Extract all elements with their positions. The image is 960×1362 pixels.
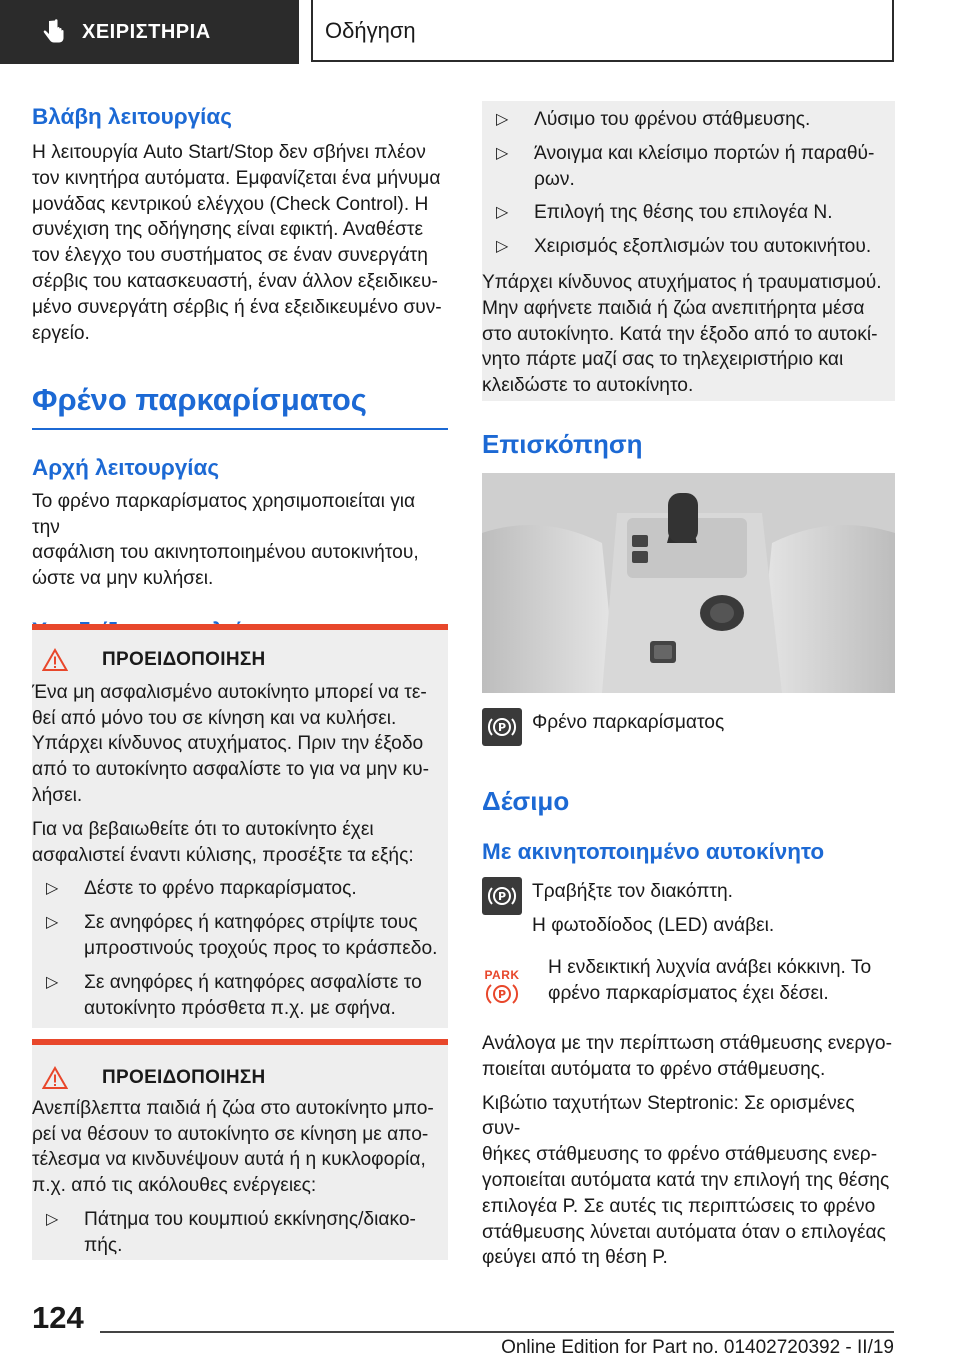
text-line: αυτοκίνητο πρόσθετα π.χ. με σφήνα. (84, 997, 396, 1019)
list-item (46, 876, 448, 902)
section-title: ΧΕΙΡΙΣΤΗΡΙΑ (82, 20, 211, 43)
warning-triangle-icon (42, 1066, 68, 1090)
text-line: εργείο. (32, 322, 90, 344)
text-line: Η φωτοδίοδος (LED) ανάβει. (532, 914, 775, 936)
bullet-list (482, 101, 895, 260)
chapter-header (311, 0, 894, 62)
text-line: Δέστε το φρένο παρκαρίσματος. (84, 878, 357, 900)
text-line: στάθμευσης λύνεται αυτόματα όταν ο επιλογέας (482, 1221, 886, 1243)
text-line: Για να βεβαιωθείτε ότι το αυτοκίνητο έχει (32, 818, 374, 840)
list-item (46, 910, 448, 962)
warning-bar (32, 624, 448, 630)
text-line: φρένο παρκαρίσματος έχει δέσει. (548, 982, 829, 1004)
warning-title: ΠΡΟΕΙΔΟΠΟΙΗΣΗ (102, 1067, 266, 1088)
chapter-title: Οδήγηση (325, 18, 416, 43)
text-line: φεύγει από τη θέση P. (482, 1247, 668, 1269)
center-console-photo (482, 473, 895, 693)
text-line: Πάτημα του κουμπιού εκκίνησης/διακο- (84, 1208, 416, 1230)
text-line: Το φρένο παρκαρίσματος χρησιμοποιείται για την (32, 490, 416, 538)
footer-rule (100, 1331, 894, 1333)
park-p-icon (485, 982, 519, 1006)
list-item (496, 141, 895, 193)
list-item (46, 1207, 448, 1259)
svg-text:P: P (497, 721, 507, 734)
text-line: πής. (84, 1234, 123, 1256)
triangle-bullet-icon: ▷ (46, 973, 59, 991)
caption-text: Φρένο παρκαρίσματος (532, 712, 725, 733)
left-column (32, 103, 448, 645)
text-line: Ένα μη ασφαλισμένο αυτοκίνητο μπορεί να τε- (32, 681, 427, 703)
text-line: Σε ανηφόρες ή κατηφόρες στρίψτε τους (84, 912, 418, 934)
edition-text: Online Edition for Part no. 01402720392 - II/19 (501, 1337, 894, 1358)
text-line: σέρβις του κατασκευαστή, έναν άλλον εξειδικευ- (32, 270, 438, 292)
text-line: μπροστινούς τροχούς προς το κράσπεδο. (84, 937, 438, 959)
principle-text (32, 489, 448, 592)
bullet-list (32, 876, 448, 1021)
text-line: ρεί να θέσουν το αυτοκίνητο σε κίνηση με απο- (32, 1123, 429, 1145)
text-line: θεί από μόνο του σε κίνηση και να κυλήσει. (32, 707, 397, 729)
text-line: στο αυτοκίνητο. Κατά την έξοδο από το αυτοκί- (482, 323, 878, 345)
stationary-heading: Με ακινητοποιημένο αυτοκίνητο (482, 839, 825, 864)
text-line: π.χ. από τις ακόλουθες ενέργειες: (32, 1175, 317, 1197)
triangle-bullet-icon: ▷ (496, 111, 509, 128)
list-item (496, 200, 895, 226)
text-line: γοποιείται αυτόματα κατά την επιλογή της θέσης (482, 1169, 890, 1191)
text-line: τέλεσμα να κινδυνέψουν αυτά ή η κυκλοφορία, (32, 1149, 426, 1171)
auto-engage-text (482, 1031, 895, 1271)
text-line: Μην αφήνετε παιδιά ή ζώα ανεπιτήρητα μέσα (482, 297, 865, 319)
text-line: Επιλογή της θέσης του επιλογέα N. (534, 202, 833, 224)
text-line: Κιβώτιο ταχυτήτων Steptronic: Σε ορισμένες συν- (482, 1092, 855, 1140)
text-line: Άνοιγμα και κλείσιμο πορτών ή παραθύ- (534, 142, 875, 164)
text-line: Τραβήξτε τον διακόπτη. (532, 881, 734, 902)
triangle-bullet-icon: ▷ (46, 914, 59, 932)
text-line: ασφάλιση του ακινητοποιημένου αυτοκινήτου, (32, 542, 419, 564)
triangle-bullet-icon: ▷ (496, 238, 509, 256)
triangle-bullet-icon: ▷ (496, 144, 509, 162)
indicator-step (482, 955, 895, 1007)
section-tab (0, 0, 299, 64)
warning-text (32, 680, 448, 809)
text-line: κλειδώστε το αυτοκίνητο. (482, 375, 694, 397)
malfunction-text (32, 140, 448, 346)
pull-switch-step (482, 877, 895, 939)
warning-triangle-icon (42, 648, 68, 672)
warning-bar (32, 1039, 448, 1045)
text-line: Υπάρχει κίνδυνος ατυχήματος. Πριν την έξοδο (32, 733, 424, 755)
text-line: τον έλεγχο του συστήματος σε έναν συνεργάτη (32, 245, 428, 267)
svg-text:P: P (497, 890, 507, 903)
text-line: Χειρισμός εξοπλισμών του αυτοκινήτου. (534, 236, 872, 258)
bullet-list (32, 1207, 448, 1259)
list-item (496, 234, 895, 260)
hand-pointer-icon (40, 18, 68, 46)
warning-continuation-box (482, 101, 895, 401)
parking-brake-switch-icon (482, 708, 522, 746)
text-line: μένο συνεργάτη σέρβις ή ένα εξειδικευμένο συν- (32, 296, 442, 318)
heading-rule (32, 428, 448, 430)
warning-box (32, 1039, 448, 1260)
triangle-bullet-icon: ▷ (496, 204, 509, 222)
text-line: ώστε να μην κυλήσει. (32, 568, 214, 590)
text-line: Η λειτουργία Auto Start/Stop δεν σβήνει πλέον (32, 142, 426, 163)
text-line: νητο πάρτε μαζί σας το τηλεχειριστήριο και (482, 349, 844, 371)
photo-caption (482, 708, 895, 746)
text-line: ρων. (534, 168, 575, 190)
warning-box (32, 624, 448, 1028)
list-item (496, 107, 895, 133)
text-line: Σε ανηφόρες ή κατηφόρες ασφαλίστε το (84, 971, 422, 993)
text-line: από το αυτοκίνητο ασφαλίστε το για να μην κυ- (32, 759, 430, 781)
console-illustration (482, 473, 895, 693)
svg-text:P: P (497, 988, 507, 1001)
principle-heading: Αρχή λειτουργίας (32, 454, 220, 480)
warning-title: ΠΡΟΕΙΔΟΠΟΙΗΣΗ (102, 649, 266, 670)
list-item (46, 970, 448, 1022)
warning-text (482, 270, 895, 399)
text-line: επιλογέα P. Σε αυτές τις περιπτώσεις το φρένο (482, 1195, 876, 1217)
triangle-bullet-icon: ▷ (46, 1210, 59, 1228)
text-line: ασφαλιστεί έναντι κύλισης, προσέξτε τα εξής: (32, 844, 414, 866)
parking-brake-switch-icon (482, 877, 522, 915)
parking-brake-heading: Φρένο παρκαρίσματος (32, 382, 367, 418)
overview-heading: Επισκόπηση (482, 429, 643, 459)
text-line: μονάδας κεντρικού ελέγχου (Check Control). Η (32, 193, 429, 215)
text-line: συνέχιση της οδήγησης είναι εφικτή. Αναθέστε (32, 219, 424, 241)
warning-text (32, 1096, 448, 1199)
text-line: λήσει. (32, 784, 83, 806)
engage-heading: Δέσιμο (482, 786, 570, 816)
text-line: ποιείται αυτόματα το φρένο στάθμευσης. (482, 1058, 826, 1080)
text-line: Η ενδεικτική λυχνία ανάβει κόκκινη. Το (548, 957, 872, 978)
text-line: τον κινητήρα αυτόματα. Εμφανίζεται ένα μήνυμα (32, 167, 441, 189)
park-label: PARK (484, 968, 520, 982)
text-line: θήκες στάθμευσης το φρένο στάθμευσης ενερ- (482, 1144, 878, 1166)
text-line: Λύσιμο του φρένου στάθμευσης. (534, 109, 811, 130)
malfunction-heading: Βλάβη λειτουργίας (32, 104, 232, 129)
text-line: Ανάλογα με την περίπτωση στάθμευσης ενεργο- (482, 1033, 892, 1054)
warning-text (32, 817, 448, 869)
text-line: Υπάρχει κίνδυνος ατυχήματος ή τραυματισμού. (482, 271, 882, 293)
page-number: 124 (32, 1300, 84, 1335)
park-indicator-icon (482, 969, 522, 1006)
triangle-bullet-icon: ▷ (46, 880, 59, 898)
text-line: Ανεπίβλεπτα παιδιά ή ζώα στο αυτοκίνητο μπο- (32, 1097, 434, 1119)
